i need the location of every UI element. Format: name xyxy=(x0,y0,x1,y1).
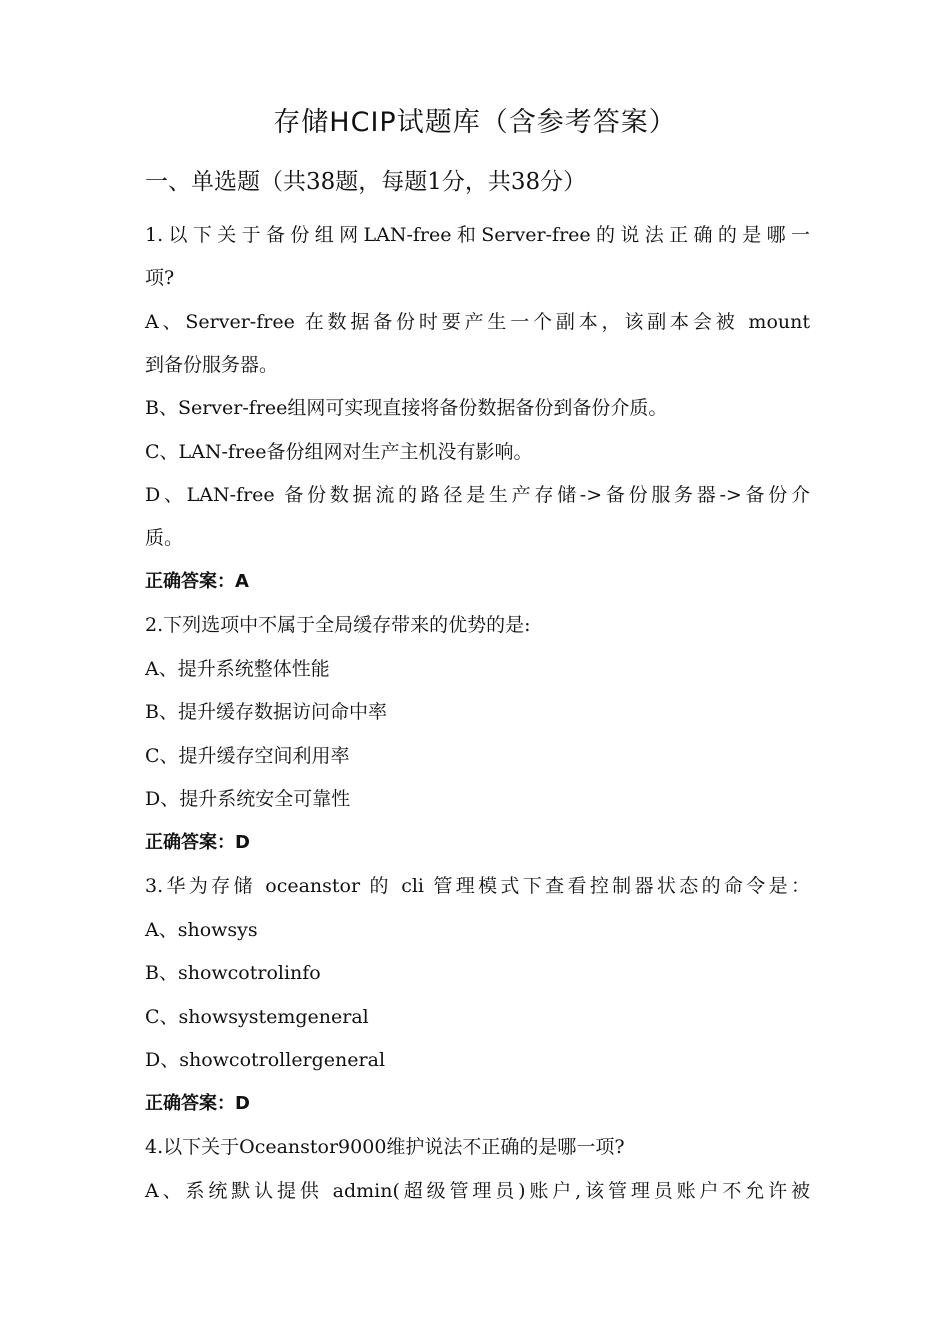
question-3-option-c: C、showsystemgeneral xyxy=(145,1006,369,1028)
question-1-option-a: A、Server-free 在数据备份时要产生一个副本，该副本会被 mount xyxy=(145,311,810,333)
document-title: 存储HCIP试题库（含参考答案） xyxy=(273,107,677,138)
question-1-option-d: D、LAN-free 备份数据流的路径是生产存储->备份服务器->备份介 xyxy=(145,484,810,506)
question-1-stem: 1.以下关于备份组网LAN-free和Server-free的说法正确的是哪一 xyxy=(145,224,810,246)
question-1-answer: 正确答案：A xyxy=(145,571,249,592)
question-3-answer: 正确答案：D xyxy=(145,1093,250,1114)
question-1-option-c: C、LAN-free备份组网对生产主机没有影响。 xyxy=(145,441,533,463)
question-2-option-b: B、提升缓存数据访问命中率 xyxy=(145,701,387,723)
question-1-stem-continued: 项? xyxy=(145,267,175,289)
question-2-stem: 2.下列选项中不属于全局缓存带来的优势的是: xyxy=(145,614,531,636)
question-4-stem: 4.以下关于Oceanstor9000维护说法不正确的是哪一项? xyxy=(145,1136,625,1158)
question-2-option-d: D、提升系统安全可靠性 xyxy=(145,788,351,810)
question-1-option-a-continued: 到备份服务器。 xyxy=(145,354,279,376)
question-2-option-c: C、提升缓存空间利用率 xyxy=(145,745,350,767)
section-heading: 一、单选题（共38题，每题1分，共38分） xyxy=(145,169,587,195)
question-3-option-a: A、showsys xyxy=(145,919,258,941)
question-3-option-d: D、showcotrollergeneral xyxy=(145,1049,386,1071)
question-4-option-a: A、系统默认提供 admin(超级管理员)账户,该管理员账户不允许被 xyxy=(145,1180,810,1202)
question-2-option-a: A、提升系统整体性能 xyxy=(145,658,330,680)
question-3-option-b: B、showcotrolinfo xyxy=(145,962,321,984)
question-1-option-b: B、Server-free组网可实现直接将备份数据备份到备份介质。 xyxy=(145,397,668,419)
question-3-stem: 3.华为存储 oceanstor 的 cli 管理模式下查看控制器状态的命令是： xyxy=(145,875,810,897)
question-1-option-d-continued: 质。 xyxy=(145,527,184,549)
question-2-answer: 正确答案：D xyxy=(145,832,250,853)
